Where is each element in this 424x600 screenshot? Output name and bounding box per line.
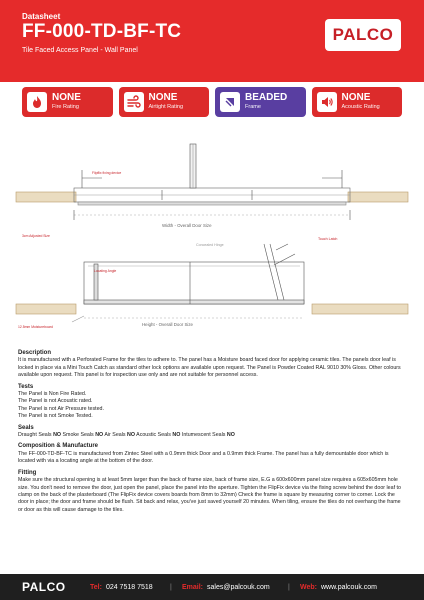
- plan-view: [16, 144, 408, 220]
- label-adjusted-size: 3cm Adjusted Size: [22, 234, 50, 238]
- test-line: The Panel is not Air Pressure tested.: [18, 405, 104, 412]
- fire-rating-caption: Fire Rating: [52, 104, 79, 111]
- label-width: Width - Overall Door Size: [162, 223, 212, 228]
- label-moistureboard: 12.5mm Moistureboard: [18, 325, 53, 329]
- description-body: It is manufactured with a Perforated Frame for the tiles to adhere to. The panel has a Moisture board faced door for applying ceramic tiles. The panels door leaf is locked in place via a Mini Touch Catch as standard other lock options are available upon request. The Panel is Powder Coated RAL 9010 30% Gloss. Other colours available upon request. This panel is for inspection use only and are not suitable for personnel access.: [18, 357, 401, 379]
- seals-line: Draught Seals NO Smoke Seals NO Air Seals NO Acoustic Seals NO Intumescent Seals NO: [18, 432, 235, 439]
- airtight-rating-value: NONE: [148, 92, 178, 104]
- label-fixing-device: Flipflix fixing device: [92, 171, 122, 175]
- wind-icon: [124, 92, 144, 112]
- product-code: FF-000-TD-BF-TC: [22, 21, 182, 42]
- fitting-heading: Fitting: [18, 469, 37, 476]
- badge-frame: [215, 87, 306, 117]
- composition-heading: Composition & Manufacture: [18, 443, 99, 450]
- badge-airtight-rating: [119, 87, 210, 117]
- label-hinge: Concealed Hinge: [196, 243, 224, 247]
- label-height: Height - Overall Door Size: [142, 322, 193, 327]
- footer-logo: PALCO: [22, 580, 66, 594]
- footer-email[interactable]: Email: sales@palcouk.com: [182, 583, 270, 591]
- flame-icon: [27, 92, 47, 112]
- footer-bar: [0, 574, 424, 600]
- tests-heading: Tests: [18, 383, 34, 390]
- fire-rating-value: NONE: [52, 92, 81, 104]
- technical-drawing: [12, 140, 412, 346]
- fitting-body: Make sure the structural opening is at least 5mm larger than the back of frame size, back of frame size, E.G a 600x600mm panel size requires a 605x605mm hole size. You don't need to remove the door, just open the panel, place the panel into the aperture. Tighten the FlipFix device via the fixing screw behind the door leaf to clamp on the back of the plasterboard (The FlipFix device covers boards from 8mm to 32mm) Check the frame is square by measuring corner to corner. Lock the door in place; the door and frame should be flush. Sit back and relax, you've just saved yourself 20 minutes. When tiling, ensure the tiles do not overhang the frame or door as this will cause damage to the tiles.: [18, 477, 401, 513]
- ratings-row: [22, 87, 402, 117]
- footer-divider: |: [288, 583, 290, 591]
- badge-acoustic-rating: [312, 87, 403, 117]
- header-banner: [0, 0, 424, 82]
- footer-divider: |: [170, 583, 172, 591]
- footer-website[interactable]: Web: www.palcouk.com: [300, 583, 378, 591]
- airtight-rating-caption: Airtight Rating: [148, 104, 184, 111]
- speaker-icon: [317, 92, 337, 112]
- test-line: The Panel is not Smoke Tested.: [18, 413, 93, 420]
- label-touch-latch: Touch Latch: [318, 237, 338, 241]
- palco-logo: [325, 19, 401, 51]
- test-line: The Panel is not Acoustic rated.: [18, 398, 93, 405]
- composition-body: The FF-000-TD-BF-TC is manufactured from Zintec Steel with a 0.9mm thick Door and a 0.9mm thick Frame. The panel has a fully demountable door which is located with via a locating angle at the bottom of the door.: [18, 450, 389, 465]
- footer-telephone[interactable]: Tel: 024 7518 7518: [90, 583, 153, 591]
- frame-caption: Frame: [245, 104, 261, 111]
- label-locating-angle: Locating Angle: [94, 269, 117, 273]
- acoustic-rating-value: NONE: [341, 92, 371, 104]
- acoustic-rating-caption: Acoustic Rating: [341, 104, 380, 111]
- section-view: [16, 244, 408, 322]
- datasheet-kicker: Datasheet: [22, 12, 61, 21]
- badge-fire-rating: [22, 87, 113, 117]
- seals-heading: Seals: [18, 424, 34, 431]
- bead-arrow-icon: [220, 92, 240, 112]
- description-heading: Description: [18, 350, 52, 356]
- frame-value: BEADED: [245, 92, 288, 104]
- datasheet-text: [18, 350, 406, 514]
- logo-text: PALCO: [332, 25, 394, 44]
- product-subtitle: Tile Faced Access Panel - Wall Panel: [22, 47, 138, 54]
- test-line: The Panel is Non Fire Rated.: [18, 391, 87, 398]
